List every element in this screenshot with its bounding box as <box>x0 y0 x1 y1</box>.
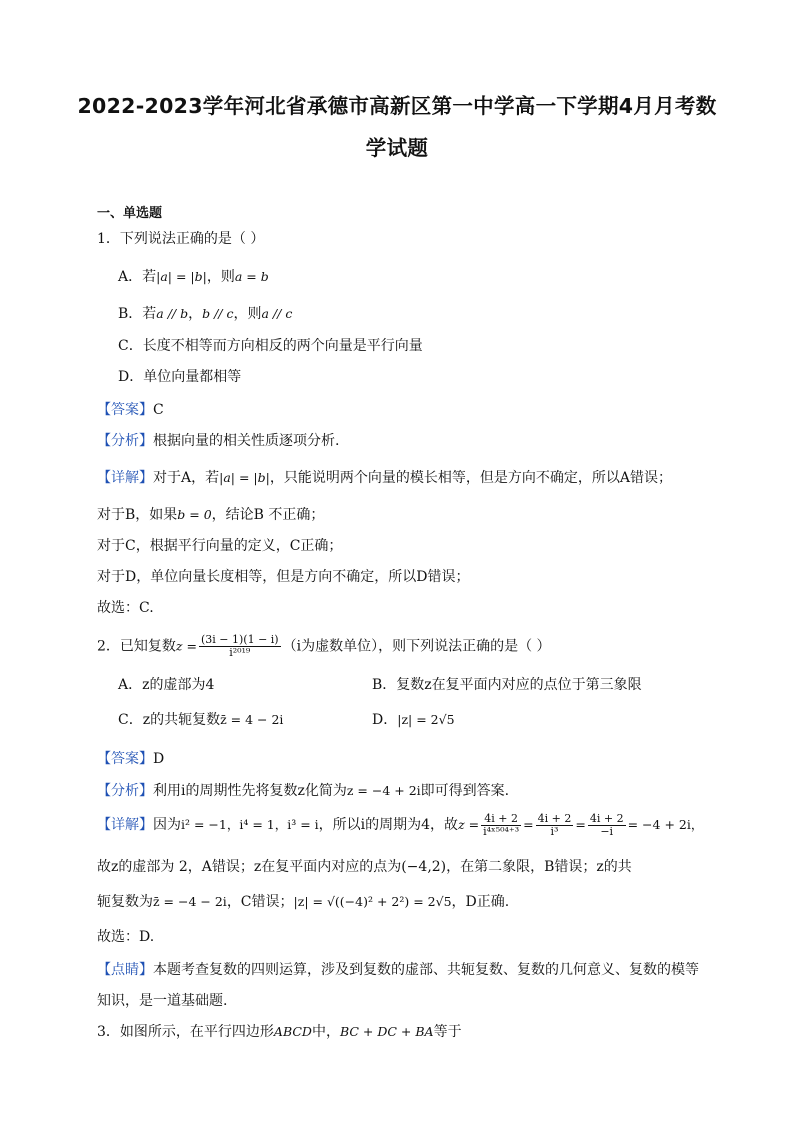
q1-detail-line2 <box>97 506 324 524</box>
q2-detail-line3 <box>97 893 509 911</box>
q3-stem-pre: 3．如图所示，在平行四边形 <box>97 1024 274 1040</box>
q2-option-d-pre: D． <box>372 712 398 728</box>
q1-option-a-mid: ，则 <box>206 269 235 285</box>
q2-option-b: B．复数z在复平面内对应的点位于第三象限 <box>372 677 642 693</box>
q2-analysis-pre: 利用i的周期性先将复数z化简为 <box>153 783 347 799</box>
q2-detail1-expr: i² = −1，i⁴ = 1，i³ = i <box>181 817 319 832</box>
answer-tag: 【答案】 <box>97 751 153 767</box>
q1-option-b-expr3: a // c <box>261 306 293 321</box>
q2-option-c-expr: z̄ = 4 − 2i <box>220 712 284 727</box>
fraction-numerator: 4i + 2 <box>589 811 624 825</box>
q2-stem-pre: 2．已知复数 <box>97 638 176 655</box>
analysis-tag: 【分析】 <box>97 783 153 799</box>
detail-tag: 【详解】 <box>97 470 153 486</box>
answer-tag: 【答案】 <box>97 402 153 418</box>
q1-choose: 故选：C. <box>97 600 154 616</box>
q2-stem-denominator: i²⁰¹⁹ <box>229 646 251 659</box>
q2-stem-fraction <box>199 634 281 659</box>
q1-detail1-post: ，只能说明两个向量的模长相等，但是方向不确定，所以A错误； <box>269 470 672 486</box>
q1-option-a <box>118 268 269 286</box>
q1-option-d: D．单位向量都相等 <box>118 369 242 385</box>
q2-note-line1 <box>97 961 699 979</box>
q1-detail-line3: 对于C，根据平行向量的定义，C正确； <box>97 538 343 554</box>
fraction-denominator: i⁴ˣ⁵⁰⁴⁺³ <box>483 824 520 838</box>
doc-title-line2: 学试题 <box>365 136 429 160</box>
q3-stem-expr: BC + DC + BA <box>339 1024 434 1039</box>
q2-answer <box>97 750 164 768</box>
q3-stem-post: 等于 <box>433 1024 462 1040</box>
q2-option-a: A．z的虚部为4 <box>118 677 215 693</box>
q2-detail1-pre: 因为 <box>153 817 181 833</box>
q3-stem-shape: ABCD <box>273 1024 312 1039</box>
q1-option-b-expr2: b // c <box>202 306 234 321</box>
detail-tag: 【详解】 <box>97 817 153 833</box>
q2-stem-z: z = <box>175 638 197 654</box>
q2-stem-post: （i为虚数单位），则下列说法正确的是（ ） <box>282 638 551 655</box>
q2-choose: 故选：D. <box>97 929 155 945</box>
q2-analysis <box>97 782 509 800</box>
q3-stem-mid: 中， <box>311 1024 340 1040</box>
q1-analysis <box>97 432 339 450</box>
q3-stem <box>97 1023 462 1041</box>
q2-detail1-z: z = <box>458 817 480 832</box>
q2-stem <box>97 634 551 659</box>
doc-title-line1: 2022-2023学年河北省承德市高新区第一中学高一下学期4月月考数 <box>77 94 717 118</box>
q2-note-line2: 知识，是一道基础题. <box>97 993 228 1009</box>
q2-detail-line2: 故z的虚部为 2，A错误；z在复平面内对应的点为(−4,2)，在第二象限，B错误；z的共 <box>97 859 632 875</box>
q1-option-b-expr1: a // b <box>156 306 189 321</box>
q1-detail1-expr: |a| = |b| <box>219 470 270 485</box>
q2-detail3-pre: 轭复数为 <box>97 894 153 910</box>
q2-detail-fraction1 <box>481 813 521 838</box>
q2-note1: 本题考查复数的四则运算，涉及到复数的虚部、共轭复数、复数的几何意义、复数的模等 <box>153 962 699 978</box>
q2-detail3-mid: ，C错误； <box>226 894 294 910</box>
q2-option-c <box>118 711 283 729</box>
q1-option-b-sep: ， <box>188 306 203 322</box>
q1-option-a-prefix: A．若 <box>118 269 157 285</box>
q1-detail-line1 <box>97 469 672 487</box>
q1-analysis-text: 根据向量的相关性质逐项分析. <box>153 433 340 449</box>
note-tag: 【点睛】 <box>97 962 153 978</box>
q1-detail-line4: 对于D，单位向量长度相等，但是方向不确定，所以D错误； <box>97 569 470 585</box>
section-heading: 一、单选题 <box>97 206 163 221</box>
q2-detail-line1: 【详解】因为i² = −1，i⁴ = 1，i³ = i，所以i的周期为4，故z = $\frac{4i + 2}{\text{i⁴ˣ⁵⁰⁴⁺³}}$ = $\frac{4i + 2}{\text{i³}}$ = $\frac{4i + 2}{-i}$ = −4 + 2i， <box>97 811 704 838</box>
q1-option-b-mid: ，则 <box>233 306 262 322</box>
q2-detail3-expr1: z̄ = −4 − 2i <box>153 894 227 909</box>
q2-detail3-expr2: |z| = √((−4)² + 2²) = 2√5 <box>293 894 452 909</box>
q2-analysis-post: 即可得到答案. <box>420 783 510 799</box>
q2-option-c-pre: C．z的共轭复数 <box>118 712 221 728</box>
q1-option-a-expr1: |a| = |b| <box>156 269 207 284</box>
q1-detail2-pre: 对于B，如果 <box>97 507 178 523</box>
q1-option-b-prefix: B．若 <box>118 306 157 322</box>
q2-detail1-end: = −4 + 2i， <box>627 817 704 832</box>
q2-detail-fraction2 <box>536 813 574 838</box>
analysis-tag: 【分析】 <box>97 433 153 449</box>
q2-detail3-post: ，D正确. <box>451 894 510 910</box>
q1-detail1-pre: 对于A，若 <box>153 470 220 486</box>
fraction-denominator: i³ <box>550 824 559 838</box>
q2-detail1-mid: ，所以i的周期为4，故 <box>318 817 459 833</box>
q1-answer <box>97 401 164 419</box>
q1-detail2-post: ，结论B 不正确； <box>211 507 325 523</box>
fraction-numerator: 4i + 2 <box>537 811 572 825</box>
q2-detail-fraction3 <box>588 813 626 838</box>
q1-option-c: C．长度不相等而方向相反的两个向量是平行向量 <box>118 338 423 354</box>
q1-detail2-expr: b = 0 <box>177 507 212 522</box>
q2-analysis-expr: z = −4 + 2i <box>346 783 421 798</box>
q1-answer-value: C <box>153 402 164 418</box>
q2-stem-numerator: (3i − 1)(1 − i) <box>200 633 279 646</box>
fraction-denominator: −i <box>600 824 614 838</box>
fraction-numerator: 4i + 2 <box>481 813 521 826</box>
q2-option-d <box>372 711 455 729</box>
q2-answer-value: D <box>153 751 165 767</box>
q1-stem: 1．下列说法正确的是（ ） <box>97 231 265 247</box>
q2-option-d-expr: |z| = 2√5 <box>397 712 455 727</box>
q1-option-b <box>118 305 292 323</box>
q1-option-a-expr2: a = b <box>234 269 269 284</box>
